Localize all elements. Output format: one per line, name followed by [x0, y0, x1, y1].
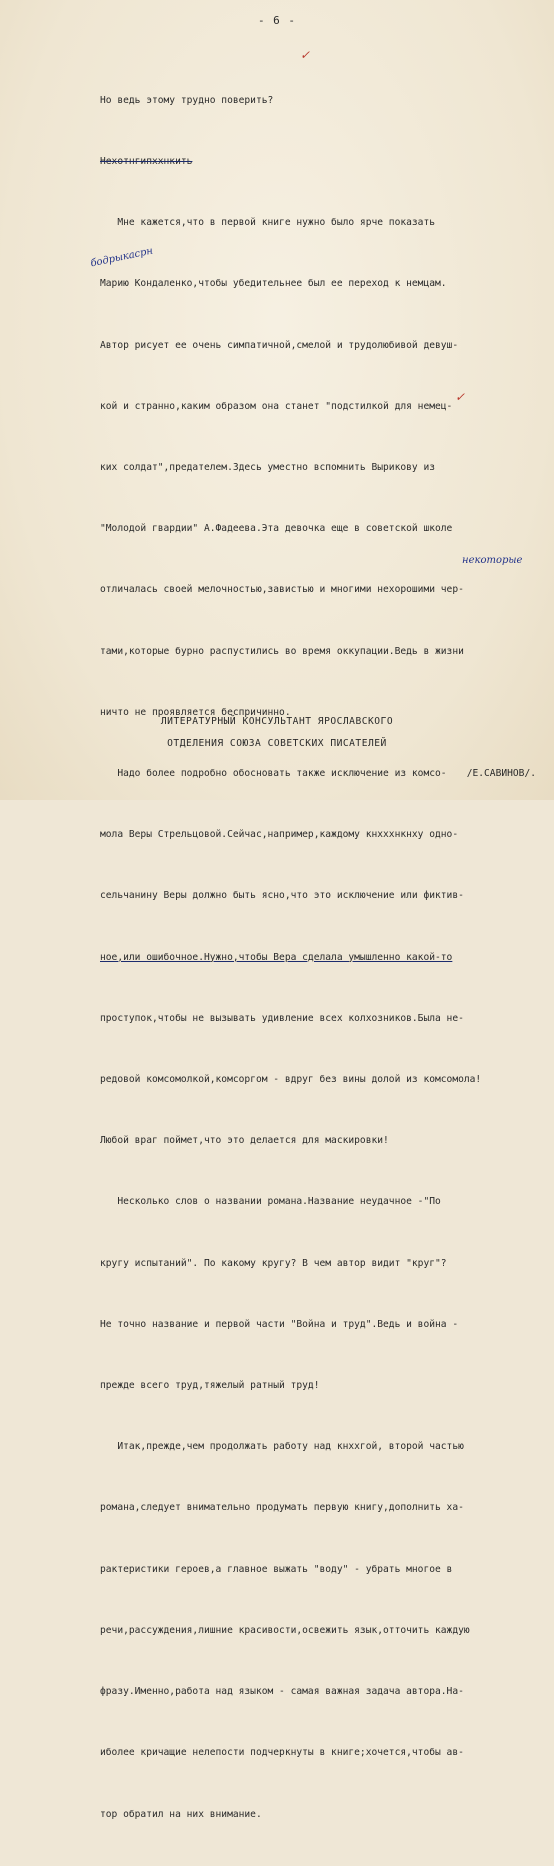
- text-line-29: тор обратил на них внимание.: [100, 1808, 262, 1820]
- text-line-15: ное,или ошибочное.Нужно,чтобы Вера сделала умышленно какой-то: [100, 951, 453, 963]
- text-line-27: фразу.Именно,работа над языком - самая важная задача автора.На-: [100, 1686, 464, 1698]
- signature-line-1: ЛИТЕРАТУРНЫЙ КОНСУЛЬТАНТ ЯРОСЛАВСКОГО: [160, 716, 394, 727]
- text-line-22: прежде всего труд,тяжелый ратный труд!: [100, 1380, 320, 1392]
- text-line-3: Мне кажется,что в первой книге нужно было ярче показать: [100, 217, 436, 229]
- text-line-24: романа,следует внимательно продумать первую книгу,дополнить ха-: [100, 1502, 464, 1514]
- handwritten-insertion: некоторые: [462, 555, 523, 566]
- text-line-5: Автор рисует ее очень симпатичной,смелой и трудолюбивой девуш-: [100, 339, 459, 351]
- text-line-12: Надо более подробно обосновать также исключение из комсо-: [100, 768, 447, 780]
- text-line-6: кой и странно,каким образом она станет "подстилкой для немец-: [100, 400, 453, 412]
- red-correction-mark: ✓: [300, 48, 311, 62]
- text-line-19: Несколько слов о названии романа.Название неудачное -"По: [100, 1196, 441, 1208]
- text-line-10: тами,которые бурно распустились во время оккупации.Ведь в жизни: [100, 645, 464, 657]
- signer-name: /Е.САВИНОВ/.: [466, 768, 536, 779]
- text-line-21: Не точно название и первой части "Война и труд".Ведь и война -: [100, 1318, 459, 1330]
- text-line-9: отличалась своей мелочностью,завистью и многими нехорошими чер-: [100, 584, 464, 596]
- text-line-1: Но ведь этому трудно поверить?: [100, 94, 274, 106]
- typed-body: [100, 50, 548, 1866]
- text-line-20: кругу испытаний". По какому кругу? В чем автор видит "круг"?: [100, 1257, 447, 1269]
- text-line-11: ничто не проявляется беспричинно.: [100, 706, 291, 718]
- handwritten-margin-note: бодрыкасрн: [89, 245, 154, 270]
- text-line-struck: Нехотнгипххнкить: [100, 156, 193, 168]
- red-correction-mark-2: ✓: [455, 390, 466, 404]
- text-line-26: речи,рассуждения,лишние красивости,освежить язык,отточить каждую: [100, 1624, 470, 1636]
- text-line-28: иболее кричащие нелепости подчеркнуты в книге;хочется,чтобы ав-: [100, 1747, 464, 1759]
- text-line-4: Марию Кондаленко,чтобы убедительнее был ее переход к немцам.: [100, 278, 447, 290]
- page-number: - 6 -: [257, 14, 297, 27]
- signature-line-2: ОТДЕЛЕНИЯ СОЮЗА СОВЕТСКИХ ПИСАТЕЛЕЙ: [167, 738, 387, 749]
- text-line-14: сельчанину Веры должно быть ясно,что это исключение или фиктив-: [100, 890, 464, 902]
- text-line-13: мола Веры Стрельцовой.Сейчас,например,каждому кнхххнкнху одно-: [100, 829, 459, 841]
- text-line-7: ких солдат",предателем.Здесь уместно вспомнить Вырикову из: [100, 462, 436, 474]
- text-line-17: редовой комсомолкой,комсоргом - вдруг без вины долой из комсомола!: [100, 1074, 482, 1086]
- text-line-25: рактеристики героев,а главное выжать "воду" - убрать многое в: [100, 1563, 453, 1575]
- text-line-18: Любой враг поймет,что это делается для маскировки!: [100, 1135, 389, 1147]
- text-line-16: проступок,чтобы не вызывать удивление всех колхозников.Была не-: [100, 1012, 464, 1024]
- text-line-8: "Молодой гвардии" А.Фадеева.Эта девочка еще в советской школе: [100, 523, 453, 535]
- text-line-23: Итак,прежде,чем продолжать работу над кнххгой, второй частью: [100, 1441, 464, 1453]
